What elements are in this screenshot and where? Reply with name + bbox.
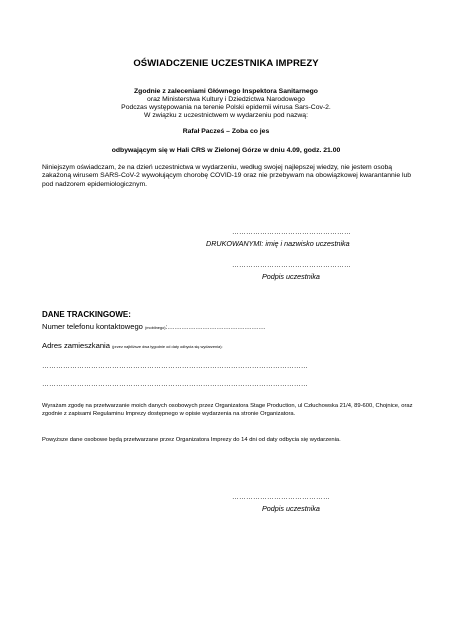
name-dotted-line: ……………………………………………	[232, 229, 351, 236]
event-details: odbywającym się w Hali CRS w Zielonej Górze w dniu 4.09, godz. 21.00	[111, 147, 341, 154]
address-note: (przez najbliższe dwa tygodnie od daty odbycia się wydarzenia):	[112, 344, 223, 349]
signature-label-1: Podpis uczestnika	[262, 272, 320, 281]
document-title: OŚWIADCZENIE UCZESTNIKA IMPREZY	[133, 58, 319, 69]
header-line-4: W związku z uczestnictwem w wydarzeniu pod nazwą:	[144, 112, 308, 119]
event-name: Rafał Pacześ – Zoba co jes	[182, 128, 270, 135]
address-dotted-line-1[interactable]: ……………………………………………………………………………………………………	[42, 363, 308, 370]
address-label: Adres zamieszkania	[42, 341, 110, 350]
header-line-2: oraz Ministerstwa Kultury i Dziedzictwa Narodowego	[147, 96, 305, 103]
consent-text: Wyrażam zgodę na przetwarzanie moich danych osobowych przez Organizatora Stage Production, ul Człuchowska 21/4, 89-600, Chojnice, oraz zgodnie z zapisami Regulaminu Imprezy dostępnego w opisie wydarzenia na stronie Organizatora.	[42, 403, 413, 417]
address-field[interactable]	[42, 341, 223, 350]
declaration-text: Niniejszym oświadczam, że na dzień uczestnictwa w wydarzeniu, według swojej najlepszej wiedzy, nie jestem osobą zakażoną wirusem SARS-CoV-2 wywołującym chorobę COVID-19 oraz nie przebywam na obowiązkowej kwarantannie lub pod nadzorem epidemiologicznym.	[42, 164, 412, 188]
header-line-1: Zgodnie z zaleceniami Głównego Inspektora Sanitarnego	[134, 88, 318, 95]
header-line-3: Podczas występowania na terenie Polski epidemii wirusa Sars-Cov-2.	[121, 104, 331, 111]
retention-text: Powyższe dane osobowe będą przetwarzane przez Organizatora Imprezy do 14 dni od daty odbycia się wydarzenia.	[42, 437, 341, 443]
phone-field[interactable]	[42, 322, 266, 331]
printed-name-label: DRUKOWANYMI: imię i nazwisko uczestnika	[206, 239, 350, 248]
phone-dotted-line: :……………………………………	[165, 324, 266, 331]
phone-note: (mobilnego)	[145, 325, 166, 330]
signature-dotted-line-1: ……………………………………………	[232, 262, 351, 269]
tracking-heading: DANE TRACKINGOWE:	[42, 310, 131, 319]
phone-label: Numer telefonu kontaktowego	[42, 322, 143, 331]
address-dotted-line-2[interactable]: ……………………………………………………………………………………………………	[42, 381, 308, 388]
signature-label-2: Podpis uczestnika	[262, 504, 320, 513]
signature-dotted-line-2: ……………………………………	[232, 494, 330, 501]
